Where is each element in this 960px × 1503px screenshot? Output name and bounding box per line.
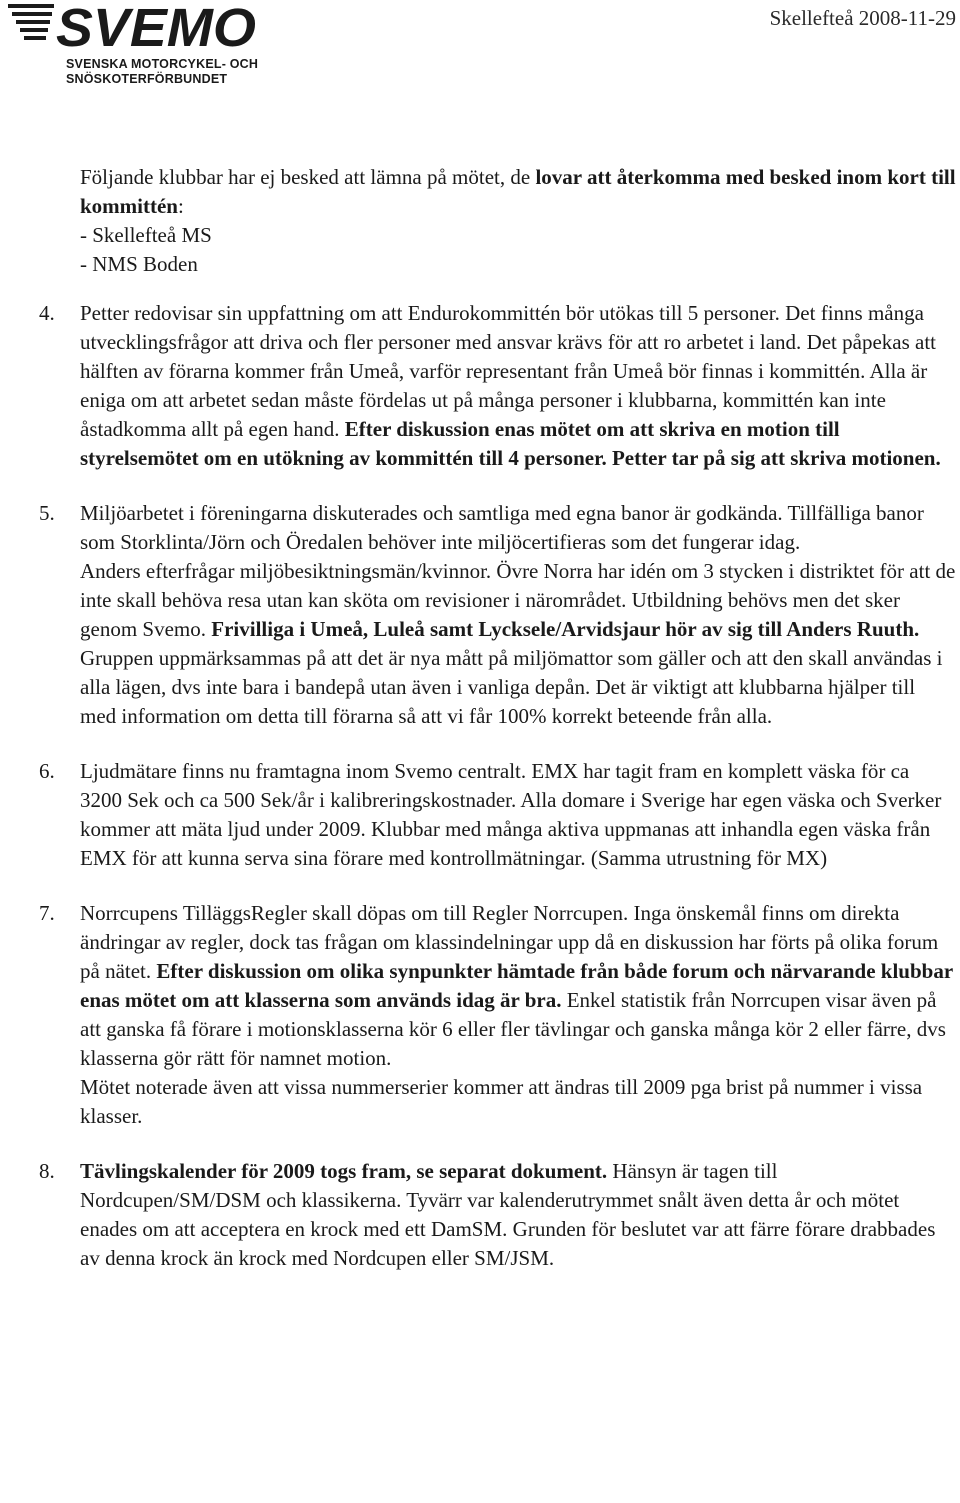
item-8-decision: Tävlingskalender för 2009 togs fram, se separat dokument. bbox=[80, 1159, 608, 1183]
item-5-decision: Frivilliga i Umeå, Luleå samt Lycksele/Arvidsjaur hör av sig till Anders Ruuth. bbox=[211, 617, 920, 641]
document-body bbox=[39, 163, 956, 1273]
item-7-paragraph-1 bbox=[80, 899, 956, 1073]
item-number: 5. bbox=[39, 501, 55, 525]
item-8-text: Hänsyn är tagen till Nordcupen/SM/DSM och klassikerna. Tyvärr var kalenderutrymmet snålt även detta år och mötet enades om att acceptera en krock med ett DamSM. Grunden för beslutet var att färre förare drabbades av denna krock än krock med Nordcupen eller SM/JSM. bbox=[80, 1159, 936, 1270]
item-7-text-2: Enkel statistik från Norrcupen visar även på att ganska få förare i motionsklasserna kör 6 eller fler tävlingar och ganska många kör 2 eller färre, dvs klasserna gör rätt för namnet motion. bbox=[80, 988, 946, 1070]
club-item: - NMS Boden bbox=[80, 252, 198, 276]
intro-paragraph bbox=[80, 163, 956, 221]
item-7-decision: Efter diskussion om olika synpunkter hämtade från både forum och närvarande klubbar enas mötet om att klasserna som används idag är bra. bbox=[80, 959, 953, 1012]
intro-tail: : bbox=[178, 194, 184, 218]
item-7-text: Norrcupens TilläggsRegler skall döpas om till Regler Norrcupen. Inga önskemål finns om direkta ändringar av regler, dock tas frågan om klassindelningar upp då en diskussion har förts på olika forum på nätet. bbox=[80, 901, 939, 983]
intro-bold: lovar att återkomma med besked inom kort till kommittén bbox=[80, 165, 956, 218]
item-number: 4. bbox=[39, 301, 55, 325]
agenda-item-4 bbox=[39, 299, 956, 473]
item-4-text: Petter redovisar sin uppfattning om att Endurokommittén bör utökas till 5 personer. Det finns många utvecklingsfrågor att driva och fler personer med ansvar krävs för att ro arbetet i land. bbox=[80, 301, 924, 354]
item-5-paragraph-2 bbox=[80, 557, 956, 644]
item-7-paragraph-2: Mötet noterade även att vissa nummerserier kommer att ändras till 2009 pga brist på nummer i vissa klasser. bbox=[80, 1075, 923, 1128]
item-5-paragraph-3: Gruppen uppmärksammas på att det är nya mått på miljömattor som gäller och att den skall användas i alla lägen, dvs inte bara i bandepå utan även i vanliga depån. Det är viktigt att klubbarna hjälper till med information om detta till förarna så att vi får 100% korrekt beteende från alla. bbox=[80, 646, 943, 728]
svemo-wordmark-icon bbox=[8, 2, 258, 52]
item-number: 6. bbox=[39, 759, 55, 783]
item-number: 7. bbox=[39, 901, 55, 925]
agenda-item-8 bbox=[39, 1157, 956, 1273]
item-5-text: Anders efterfrågar miljöbesiktningsmän/kvinnor. Övre Norra har idén om 3 stycken i distriktet för att de inte skall behöva resa utan kan sköta om revisioner i närområdet. Utbildning behövs men det sker genom Svemo. bbox=[80, 559, 956, 641]
intro-lead: Följande klubbar har ej besked att lämna på mötet, de bbox=[80, 165, 536, 189]
agenda-item-7 bbox=[39, 899, 956, 1131]
svemo-logo bbox=[8, 2, 258, 92]
item-4-text-2: Det påpekas att hälften av förarna kommer från Umeå, varför representant från Umeå bör finnas i kommittén. Alla är eniga om att arbetet sedan måste fördelas ut på många personer i klubbarna, kommittén kan inte åstadkomma allt på egen hand. bbox=[80, 330, 937, 441]
logo-subtitle-line-1: SVENSKA MOTORCYKEL- OCH bbox=[66, 57, 259, 71]
item-5-paragraph-1: Miljöarbetet i föreningarna diskuterades och samtliga med egna banor är godkända. Tillfälliga banor som Storklinta/Jörn och Öredalen behöver inte miljöcertifieras som det fungerar idag. bbox=[80, 501, 924, 554]
logo-word: SVEMO bbox=[56, 2, 256, 52]
item-4-paragraph bbox=[80, 299, 956, 473]
logo-subtitle-line-2: SNÖSKOTERFÖRBUNDET bbox=[66, 71, 228, 86]
item-number: 8. bbox=[39, 1159, 55, 1183]
item-6-paragraph: Ljudmätare finns nu framtagna inom Svemo centralt. EMX har tagit fram en komplett väska för ca 3200 Sek och ca 500 Sek/år i kalibreringskostnader. Alla domare i Sverige har egen väska och Sverker kommer att mäta ljud under 2009. Klubbar med många aktiva uppmanas att inhandla egen väska från EMX för att kunna serva sina förare med kontrollmätningar. (Samma utrustning för MX) bbox=[80, 759, 942, 870]
club-item: - Skellefteå MS bbox=[80, 223, 212, 247]
item-8-paragraph bbox=[80, 1157, 956, 1273]
logo-subtitle bbox=[66, 57, 258, 86]
document-date: Skellefteå 2008-11-29 bbox=[769, 6, 956, 30]
item-4-decision: Efter diskussion enas mötet om att skriva en motion till styrelsemötet om en utökning av kommittén till 4 personer. Petter tar på sig att skriva motionen. bbox=[80, 417, 941, 470]
agenda-item-6 bbox=[39, 757, 956, 873]
agenda-item-5 bbox=[39, 499, 956, 731]
